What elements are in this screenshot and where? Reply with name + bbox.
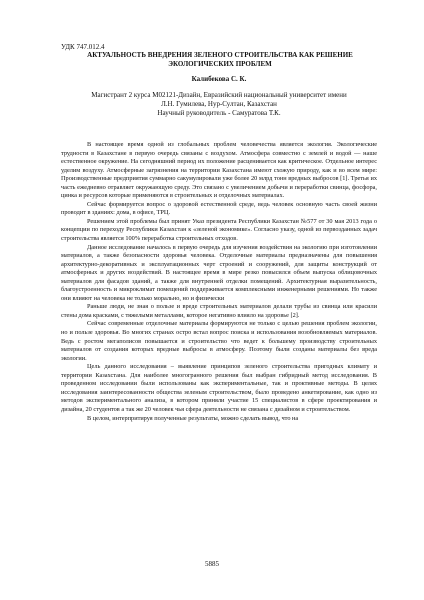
paragraph: Данное исследование началось в первую очередь для изучения воздействия на экологию при изготовлении материалов, а также безопасности здоровья человека. Отделочные материалы предназначены для повышения архитектурно-декоративных и эксплуатационных черт строений и сооружений, для защиты конструкций от атмосферных и других воздействий. В настоящее время в мире резко повысился объем выпуска облицовочных материалов для фасадов зданий, а также для внутренней отделки помещений. Архитектурная выразительность, благоустроенность и микроклимат помещений поддерживается комплексными инженерными решениями. Но также они влияют на человека не только морально, но и физически [61, 243, 377, 302]
author-name: Калибекова С. К. [191, 75, 247, 83]
udk-code: УДК 747.012.4 [61, 43, 105, 51]
supervisor-line: Научный руководитель - Самуратова Т.К. [157, 109, 281, 117]
paragraph: Раньше люди, не зная о пользе и вреде строительных материалов делали трубы из свинца или красили стены дома красками, с тяжелыми металлами, которое негативно влияло на здоровье [2]. [61, 303, 377, 319]
paragraph: Сейчас современные отделочные материалы формируются не только с целью решения проблем экологии, но и пользе здоровья. Во многих странах остро встал вопрос поиска и использования возобновляемых материалов. Ведь с ростом мегаполисов повышается и строительство что ведет к большему производству строительных материалов от создания которых вредные выбросы в атмосферу. Поэтому были созданы материалы без вреда экологии. [61, 320, 377, 362]
paragraph: Решением этой проблемы был принят Указ президента Республики Казахстан №577 от 30 мая 2013 года о концепции по переходу Республики Казахстан к «зеленой экономике». Согласно указу, одной из первозданных задач строительства является 100% переработка строительных отходов. [61, 217, 377, 243]
paragraph: Цель данного исследования – выявление принципов зеленого строительства пригодных климату и территории Казахстана. Для наиболее многогранного решения был выбран гибридный метод исследования. В проведенном исследовании были использованы как экспериментальные, так и проктивные методы. В целях исследования заинтересованности общества зеленым строительством, было проведено анкетирование, как одно из методов экспериментального анализа, в котором приняли участие 15 специалистов в сфере проектирования и дизайна, 20 студентов а так же 20 человек чья сфера деятельности не связана с дизайном и строительством. [61, 363, 377, 413]
affiliation-line-2: Л.Н. Гумилева, Нур-Султан, Казахстан [161, 100, 277, 108]
affiliation-line-1: Магистрант 2 курса М02121-Дизайн, Евразийский национальный университет имени [91, 91, 347, 99]
page-number: 5885 [205, 560, 219, 568]
paragraph: Сейчас формируется вопрос о здоровой естественной среде, ведь человек основную часть своей жизни проводит в зданиях: дома, в офисе, ТРЦ. [61, 200, 377, 217]
paragraph: В целом, интерпритируя полученные результаты, можно сделать вывод, что на [87, 414, 299, 422]
article-title: АКТУАЛЬНОСТЬ ВНЕДРЕНИЯ ЗЕЛЕНОГО СТРОИТЕЛЬСТВА КАК РЕШЕНИЕ ЭКОЛОГИЧЕСКИХ ПРОБЛЕМ [87, 51, 353, 68]
article-body [61, 141, 377, 423]
paragraph: В настоящее время одной из глобальных проблем человечества является экология. Экологические трудности в Казахстане в первую очередь связаны с воздухом. Атмосфера совместно с землей и водой — наше естественное окружение. На сегодняшний период их положение расценивается как критическое. Отдельное интерес уделим воздуху. Атмосферные загрязнения на территории Казахстана имеют схожую природу, как и во всем мире: Производственные предприятия суммарно сакумулировали уже более 20 млрд тонн вредных выбросов [1]. Третья их часть ежедневно отравляет окружающую среду. Это связано с увеличением добычи и переработки свинца, фосфора, цинка и ресурсов которые применяются в строительных и отделочных материалах. [61, 141, 377, 200]
